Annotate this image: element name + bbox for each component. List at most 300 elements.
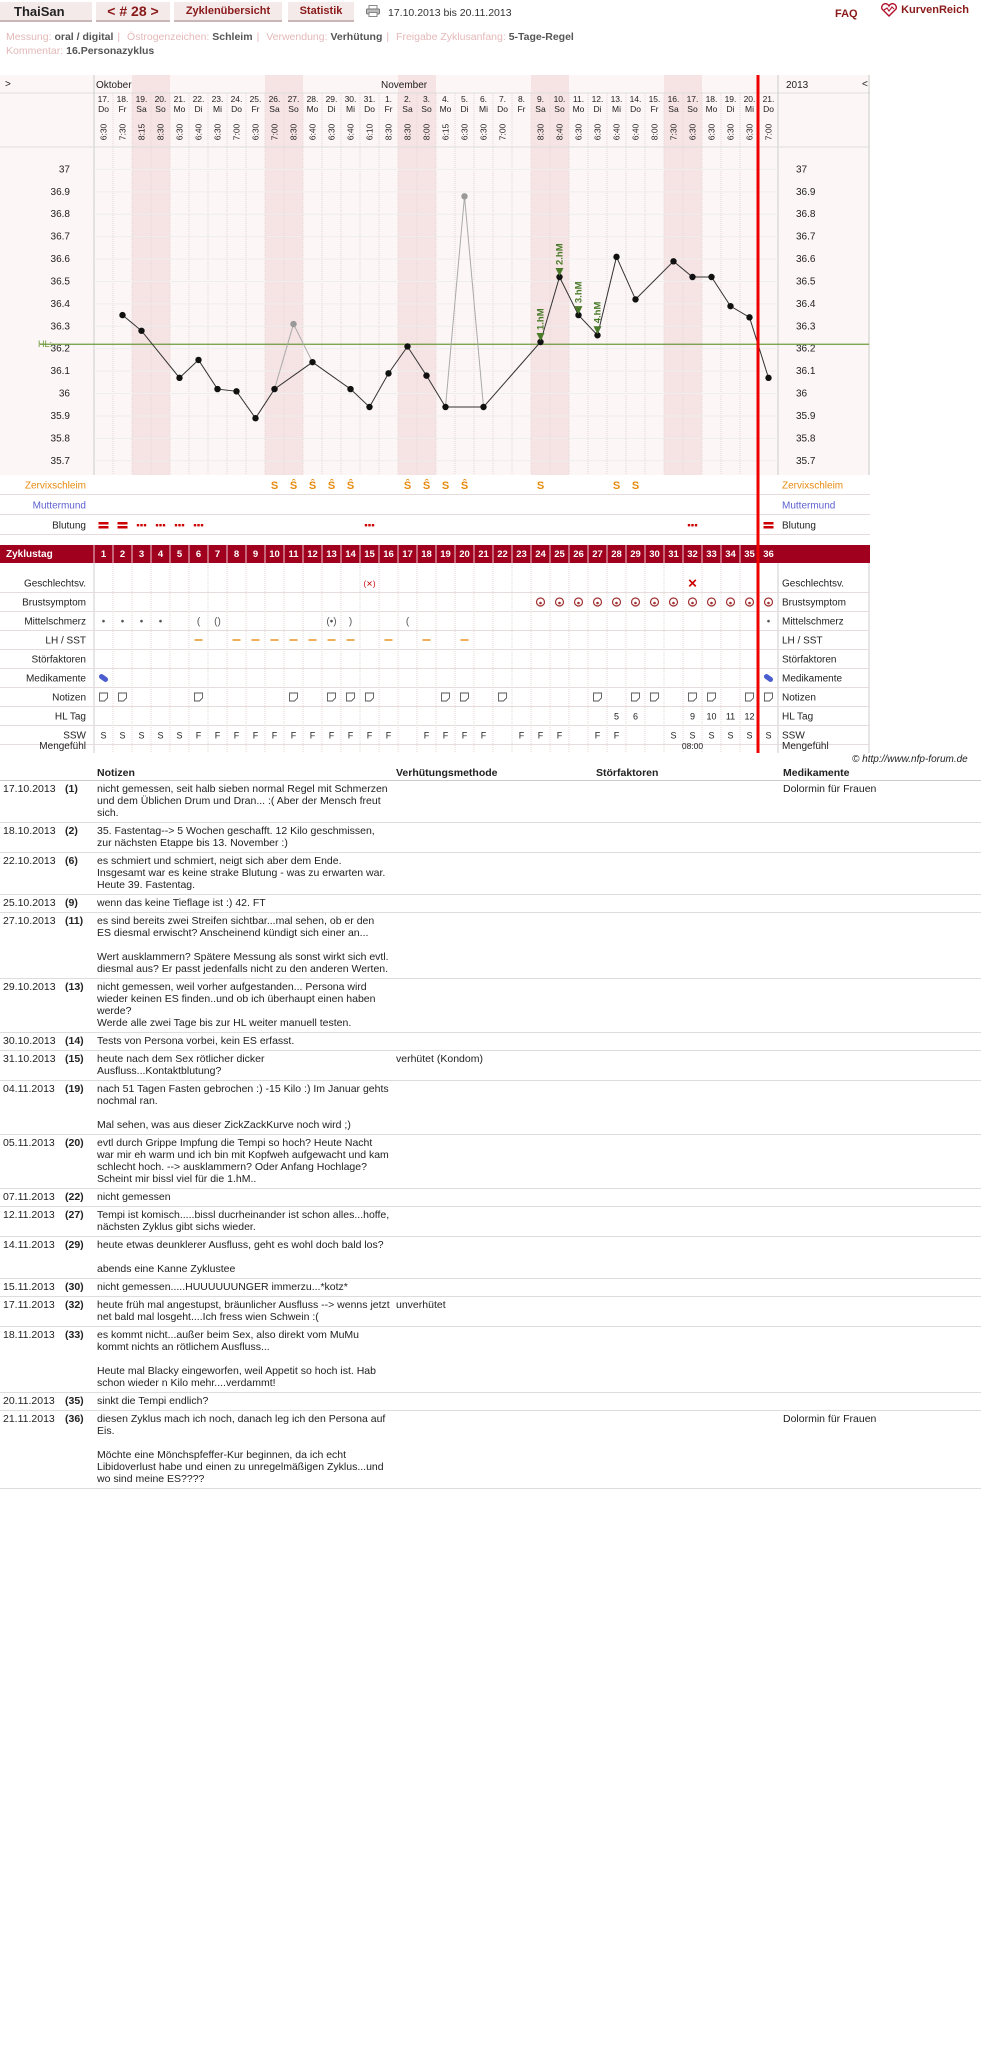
note-icon[interactable] [442,693,450,701]
note-icon[interactable] [328,693,336,701]
bleeding-spot-mark [368,524,370,526]
ssw-value: S [119,730,126,741]
y-tick-label-right: 36.5 [796,276,816,288]
ssw-value: F [385,730,392,741]
note-date: 27.10.2013 [0,913,62,979]
note-icon[interactable] [689,693,697,701]
mucus-row-label: Zervixschleim [24,480,86,492]
hl-day-number: 12 [744,711,755,722]
hltag-row-label: HL Tag [54,711,86,723]
note-row [0,979,981,1033]
cycle-day-number: 7 [214,549,221,560]
note-medikamente [780,1189,981,1207]
note-icon[interactable] [708,693,716,701]
ssw-value: F [252,730,259,741]
weekday: Di [327,104,336,114]
note-text: es sind bereits zwei Streifen sichtbar...mal sehen, ob er den ES diesmal erwischt? Anscheinend kündigt sich einer an... Wert ausklammern? Spätere Messung als sonst wirkt sich evtl. diesmal aus? Er passt jedenfalls nicht zu den anderen Werten. [94,913,393,979]
mittelschmerz-symbol: ( [196,616,201,628]
bleeding-heavy-mark [99,526,109,529]
weekday: Mo [306,104,319,114]
stoer-row-label-right: Störfaktoren [782,654,837,666]
weekday: Fr [650,104,659,114]
bleeding-heavy-mark [764,522,774,525]
weekday: Fr [118,104,127,114]
ssw-value: F [328,730,335,741]
y-tick-label-left: 36.6 [50,254,70,266]
ssw-value: F [461,730,468,741]
cycle-day-number: 30 [649,549,660,560]
mittelschmerz-symbol: () [214,616,221,628]
mucus-symbol: Ŝ [289,480,298,492]
day-of-month: 12. [591,94,604,104]
measure-time: 6:30 [744,123,755,141]
cycle-day-number: 17 [402,549,413,560]
y-tick-label-right: 36.7 [796,231,816,243]
y-tick-label-right: 35.9 [796,410,816,422]
note-icon[interactable] [594,693,602,701]
note-method [393,853,593,895]
note-row [0,1207,981,1237]
note-medikamente [780,1297,981,1327]
cycle-day-number: 26 [573,549,584,560]
note-date: 07.11.2013 [0,1189,62,1207]
cycle-day-number: 23 [516,549,527,560]
note-medikamente [780,823,981,853]
note-stoerfaktoren [593,853,780,895]
y-tick-label-right: 36.9 [796,186,816,198]
day-of-month: 5. [460,94,469,104]
temperature-point [366,404,372,410]
note-stoerfaktoren [593,1189,780,1207]
mood-row-label-right: Mengefühl [782,741,829,752]
note-stoerfaktoren [593,1393,780,1411]
breast-symptom-dot [767,602,770,605]
day-of-month: 19. [724,94,737,104]
temperature-point [461,193,467,199]
day-of-month: 8. [517,94,526,104]
temperature-point [746,314,752,320]
y-tick-label-right: 36.4 [796,298,816,310]
note-text: evtl durch Grippe Impfung die Tempi so hoch? Heute Nacht war mir eh warm und ich bin mit Kopfweh aufgewacht und kam schlecht hoch. --> ausklammern? Oder Anfang Hochlage? Scheint mir bissl viel für die 1.hM.. [94,1135,393,1189]
temperature-point [727,303,733,309]
y-tick-label-right: 35.7 [796,455,816,467]
day-of-month: 23. [211,94,224,104]
notes-row-label: Notizen [52,692,86,704]
cycle-day-number: 28 [611,549,622,560]
measure-time: 6:30 [98,123,109,141]
ssw-value: S [765,730,772,741]
note-row [0,1081,981,1135]
weekday: So [288,104,299,114]
coverline-label: HL: [38,339,53,350]
note-method [393,913,593,979]
temperature-point [670,258,676,264]
breast-row-label: Brustsymptom [22,597,86,609]
note-text: nicht gemessen, weil vorher aufgestanden... Persona wird wieder keinen ES finden..und ob ich überhaupt einen haben werde? Werde alle zwei Tage bis zur HL weiter manuell testen. [94,979,393,1033]
ssw-value: F [594,730,601,741]
bleeding-spot-mark [691,524,693,526]
bleeding-spot-mark [688,524,690,526]
breast-symptom-dot [558,602,561,605]
weekday: Fr [251,104,260,114]
breast-symptom-dot [577,602,580,605]
weekday: So [554,104,565,114]
notes-row-label-right: Notizen [782,692,816,704]
cycle-day-number: 5 [176,549,183,560]
note-method [393,1207,593,1237]
weekday: So [687,104,698,114]
day-of-month: 29. [325,94,338,104]
ssw-value: F [309,730,316,741]
measure-time: 6:30 [326,123,337,141]
cycle-day-number: 21 [478,549,489,560]
weekday: Mo [572,104,585,114]
ssw-value: S [157,730,164,741]
temperature-point [347,386,353,392]
measure-time: 8:30 [402,123,413,141]
weekday: Do [763,104,774,114]
note-method [393,1411,593,1489]
mucus-symbol: S [441,480,450,492]
note-date: 17.11.2013 [0,1297,62,1327]
measure-time: 7:00 [763,123,774,141]
note-cycle-day: (33) [62,1327,94,1393]
ssw-row-label: SSW [63,730,86,742]
weekday: Fr [384,104,393,114]
day-of-month: 11. [572,94,585,104]
temperature-point [423,372,429,378]
cycle-day-bar [0,545,870,563]
mittelschmerz-symbol: ) [348,616,353,628]
printer-icon[interactable] [366,5,380,17]
y-tick-label-left: 36.9 [50,186,70,198]
measure-time: 8:00 [649,123,660,141]
weekday: Di [194,104,203,114]
y-tick-label-left: 37 [58,164,70,176]
note-medikamente [780,1279,981,1297]
measure-time: 6:40 [611,123,622,141]
note-row [0,895,981,913]
day-of-month: 25. [249,94,262,104]
measure-time: 8:40 [554,123,565,141]
note-icon[interactable] [499,693,507,701]
note-row [0,781,981,823]
note-method [393,781,593,823]
hl-day-number: 10 [706,711,717,722]
cycle-day-number: 14 [345,549,356,560]
note-cycle-day: (20) [62,1135,94,1189]
hm-label: 1.hM [535,308,547,330]
temperature-point [404,343,410,349]
sex-row-label: Geschlechtsv. [23,578,86,590]
note-stoerfaktoren [593,1237,780,1279]
weekday: Sa [402,104,413,114]
note-row [0,1237,981,1279]
note-method [393,1279,593,1297]
ssw-value: F [233,730,240,741]
note-cycle-day: (6) [62,853,94,895]
note-text: wenn das keine Tieflage ist :) 42. FT [94,895,393,913]
note-date: 12.11.2013 [0,1207,62,1237]
mittelschmerz-symbol: • [158,616,163,628]
note-cycle-day: (29) [62,1237,94,1279]
note-icon[interactable] [100,693,108,701]
note-icon[interactable] [651,693,659,701]
note-cycle-day: (15) [62,1051,94,1081]
nav-prev-arrow[interactable]: > [5,79,11,90]
temperature-point [708,274,714,280]
mittelschmerz-symbol: • [139,616,144,628]
day-of-month: 22. [192,94,205,104]
note-icon[interactable] [195,693,203,701]
hl-day-number: 11 [725,711,736,722]
weekday: So [155,104,166,114]
bleeding-spot-mark [175,524,177,526]
breast-symptom-dot [653,602,656,605]
note-method [393,1081,593,1135]
day-of-month: 13. [610,94,623,104]
note-medikamente [780,979,981,1033]
measure-time: 7:00 [497,123,508,141]
note-medikamente [780,1327,981,1393]
cycle-day-number: 3 [138,549,145,560]
temperature-point [689,274,695,280]
weekday: Mi [745,104,754,114]
cycle-navigator[interactable]: < # 28 > [96,2,170,22]
measure-time: 8:30 [383,123,394,141]
tab-statistics[interactable]: Statistik [288,2,354,22]
note-date: 04.11.2013 [0,1081,62,1135]
note-icon[interactable] [347,693,355,701]
note-row [0,823,981,853]
note-date: 30.10.2013 [0,1033,62,1051]
temperature-cycle-chart [0,75,870,753]
note-stoerfaktoren [593,1081,780,1135]
measure-time: 6:30 [174,123,185,141]
note-stoerfaktoren [593,1297,780,1327]
temperature-point [442,404,448,410]
mittelschmerz-symbol: • [101,616,106,628]
note-icon[interactable] [765,693,773,701]
measure-time: 6:40 [307,123,318,141]
y-tick-label-left: 36 [58,388,70,400]
measure-time: 7:00 [269,123,280,141]
note-date: 25.10.2013 [0,895,62,913]
note-medikamente [780,1237,981,1279]
note-icon[interactable] [290,693,298,701]
measure-time: 6:40 [345,123,356,141]
weekday: Mo [705,104,718,114]
note-text: diesen Zyklus mach ich noch, danach leg ich den Persona auf Eis. Möchte eine Mönchspfeffer-Kur beginnen, da ich echt Libidoverlust habe und einen zu unregelmäßigen Zyklus...und wo sind meine ES???? [94,1411,393,1489]
mucus-symbol: Ŝ [422,480,431,492]
hm-label: 2.hM [554,243,566,265]
day-of-month: 30. [344,94,357,104]
breast-symptom-dot [729,602,732,605]
measure-time: 6:30 [725,123,736,141]
note-medikamente [780,895,981,913]
note-stoerfaktoren [593,913,780,979]
sex-row-label-right: Geschlechtsv. [782,578,845,590]
ssw-value: F [366,730,373,741]
y-tick-label-left: 35.7 [50,455,70,467]
note-row [0,1033,981,1051]
weekday: Mi [612,104,621,114]
y-tick-label-left: 36.1 [50,366,70,378]
header-notes: Notizen [94,766,393,781]
copyright-link[interactable]: © http://www.nfp-forum.de [852,754,968,765]
measure-time: 6:30 [687,123,698,141]
bleeding-row-label: Blutung [52,520,86,532]
note-text: nicht gemessen [94,1189,393,1207]
measure-time: 6:40 [193,123,204,141]
measure-time: 6:10 [364,123,375,141]
stoer-row-label: Störfaktoren [31,654,86,666]
medi-row-label: Medikamente [25,673,86,685]
note-stoerfaktoren [593,1135,780,1189]
note-date: 15.11.2013 [0,1279,62,1297]
note-date: 31.10.2013 [0,1051,62,1081]
note-stoerfaktoren [593,1327,780,1393]
y-tick-label-left: 35.8 [50,433,70,445]
temperature-point [214,386,220,392]
note-cycle-day: (22) [62,1189,94,1207]
ssw-value: S [727,730,734,741]
note-stoerfaktoren [593,1279,780,1297]
heart-logo-icon [880,3,898,17]
note-icon[interactable] [746,693,754,701]
logo-text: KurvenReich [901,3,969,16]
lh-row-label: LH / SST [45,635,86,647]
ssw-value: S [689,730,696,741]
cycle-day-number: 11 [288,549,299,560]
ssw-value: F [480,730,487,741]
note-method [393,1393,593,1411]
cycle-day-number: 8 [233,549,240,560]
note-icon[interactable] [632,693,640,701]
temperature-point [385,370,391,376]
cervix-row-label: Muttermund [32,500,86,512]
day-of-month: 18. [116,94,129,104]
header-medikamente: Medikamente [780,766,981,781]
weekday: Do [231,104,242,114]
note-text: Tempi ist komisch.....bissl ducrheinander ist schon alles...hoffe, nächsten Zyklus gibt sichs wieder. [94,1207,393,1237]
y-tick-label-left: 36.2 [50,343,70,355]
breast-symptom-dot [539,602,542,605]
mucus-symbol: Ŝ [346,480,355,492]
note-stoerfaktoren [593,1207,780,1237]
note-text: nicht gemessen, seit halb sieben normal Regel mit Schmerzen und dem Üblichen Drum und Dran... :( Aber der Mensch freut sich. [94,781,393,823]
date-range: 17.10.2013 bis 20.11.2013 [388,7,512,19]
note-icon[interactable] [461,693,469,701]
measure-time: 8:30 [155,123,166,141]
hltag-row-label-right: HL Tag [782,711,814,723]
y-tick-label-right: 36.6 [796,254,816,266]
day-of-month: 26. [268,94,281,104]
breast-symptom-dot [710,602,713,605]
kurvenreich-logo[interactable] [880,3,969,17]
month-label: Oktober [96,80,132,91]
lh-row-label-right: LH / SST [782,635,823,647]
y-tick-label-left: 35.9 [50,410,70,422]
day-of-month: 6. [479,94,488,104]
note-row [0,1327,981,1393]
cycle-day-number: 20 [459,549,470,560]
weekday: Mo [173,104,186,114]
note-text: heute etwas deunklerer Ausfluss, geht es wohl doch bald los? abends eine Kanne Zyklustee [94,1237,393,1279]
tab-cycle-overview[interactable]: Zyklenübersicht [174,2,282,22]
note-icon[interactable] [366,693,374,701]
note-stoerfaktoren [593,823,780,853]
ssw-value: F [271,730,278,741]
comment-meta: Kommentar: 16.Personazyklus [6,45,155,57]
bleeding-spot-mark [156,524,158,526]
breast-symptom-dot [634,602,637,605]
measurement-meta: Messung: oral / digital | Östrogenzeichen: Schleim | Verwendung: Verhütung | Freigabe Zyklusanfang: 5-Tage-Regel [6,31,574,43]
note-text: Tests von Persona vorbei, kein ES erfasst. [94,1033,393,1051]
note-row [0,1393,981,1411]
note-cycle-day: (30) [62,1279,94,1297]
weekday: Do [364,104,375,114]
note-cycle-day: (14) [62,1033,94,1051]
ssw-value: F [290,730,297,741]
hm-label: 4.hM [592,301,604,324]
day-of-month: 18. [705,94,718,104]
note-text: nach 51 Tagen Fasten gebrochen :) -15 Kilo :) Im Januar gehts nochmal ran. Mal sehen, was aus dieser ZickZackKurve noch wird ;) [94,1081,393,1135]
y-tick-label-right: 36.1 [796,366,816,378]
cycle-day-number: 35 [744,549,755,560]
bleeding-spot-mark [182,524,184,526]
day-of-month: 2. [403,94,412,104]
note-medikamente [780,1051,981,1081]
temperature-point [290,321,296,327]
bleeding-spot-mark [159,524,161,526]
cycle-day-number: 12 [307,549,318,560]
y-tick-label-left: 36.4 [50,298,70,310]
bleeding-spot-mark [140,524,142,526]
note-medikamente [780,1081,981,1135]
day-of-month: 27. [287,94,300,104]
note-text: 35. Fastentag--> 5 Wochen geschafft. 12 Kilo geschmissen, zur nächsten Etappe bis 13. November :) [94,823,393,853]
note-stoerfaktoren [593,895,780,913]
measure-time: 6:30 [478,123,489,141]
breast-symptom-dot [748,602,751,605]
mucus-symbol: Ŝ [403,480,412,492]
ssw-value: F [556,730,563,741]
note-cycle-day: (9) [62,895,94,913]
day-of-month: 10. [553,94,566,104]
note-method [393,1327,593,1393]
cycle-day-number: 19 [440,549,451,560]
intercourse-protected-mark: (✕) [363,579,376,589]
note-method [393,1237,593,1279]
mucus-row-label-right: Zervixschleim [782,480,844,492]
note-row [0,1297,981,1327]
y-tick-label-right: 36.8 [796,209,816,221]
note-stoerfaktoren [593,1033,780,1051]
faq-link[interactable]: FAQ [835,8,858,20]
y-tick-label-right: 36.2 [796,343,816,355]
temperature-point [613,254,619,260]
medi-row-label-right: Medikamente [782,673,843,685]
mittel-row-label: Mittelschmerz [24,616,86,628]
note-cycle-day: (1) [62,781,94,823]
note-date: 14.11.2013 [0,1237,62,1279]
nav-next-arrow[interactable]: < [862,79,868,90]
note-icon[interactable] [119,693,127,701]
note-medikamente: Dolormin für Frauen [780,781,981,823]
weekday: Do [497,104,508,114]
measure-time: 6:15 [440,123,451,141]
